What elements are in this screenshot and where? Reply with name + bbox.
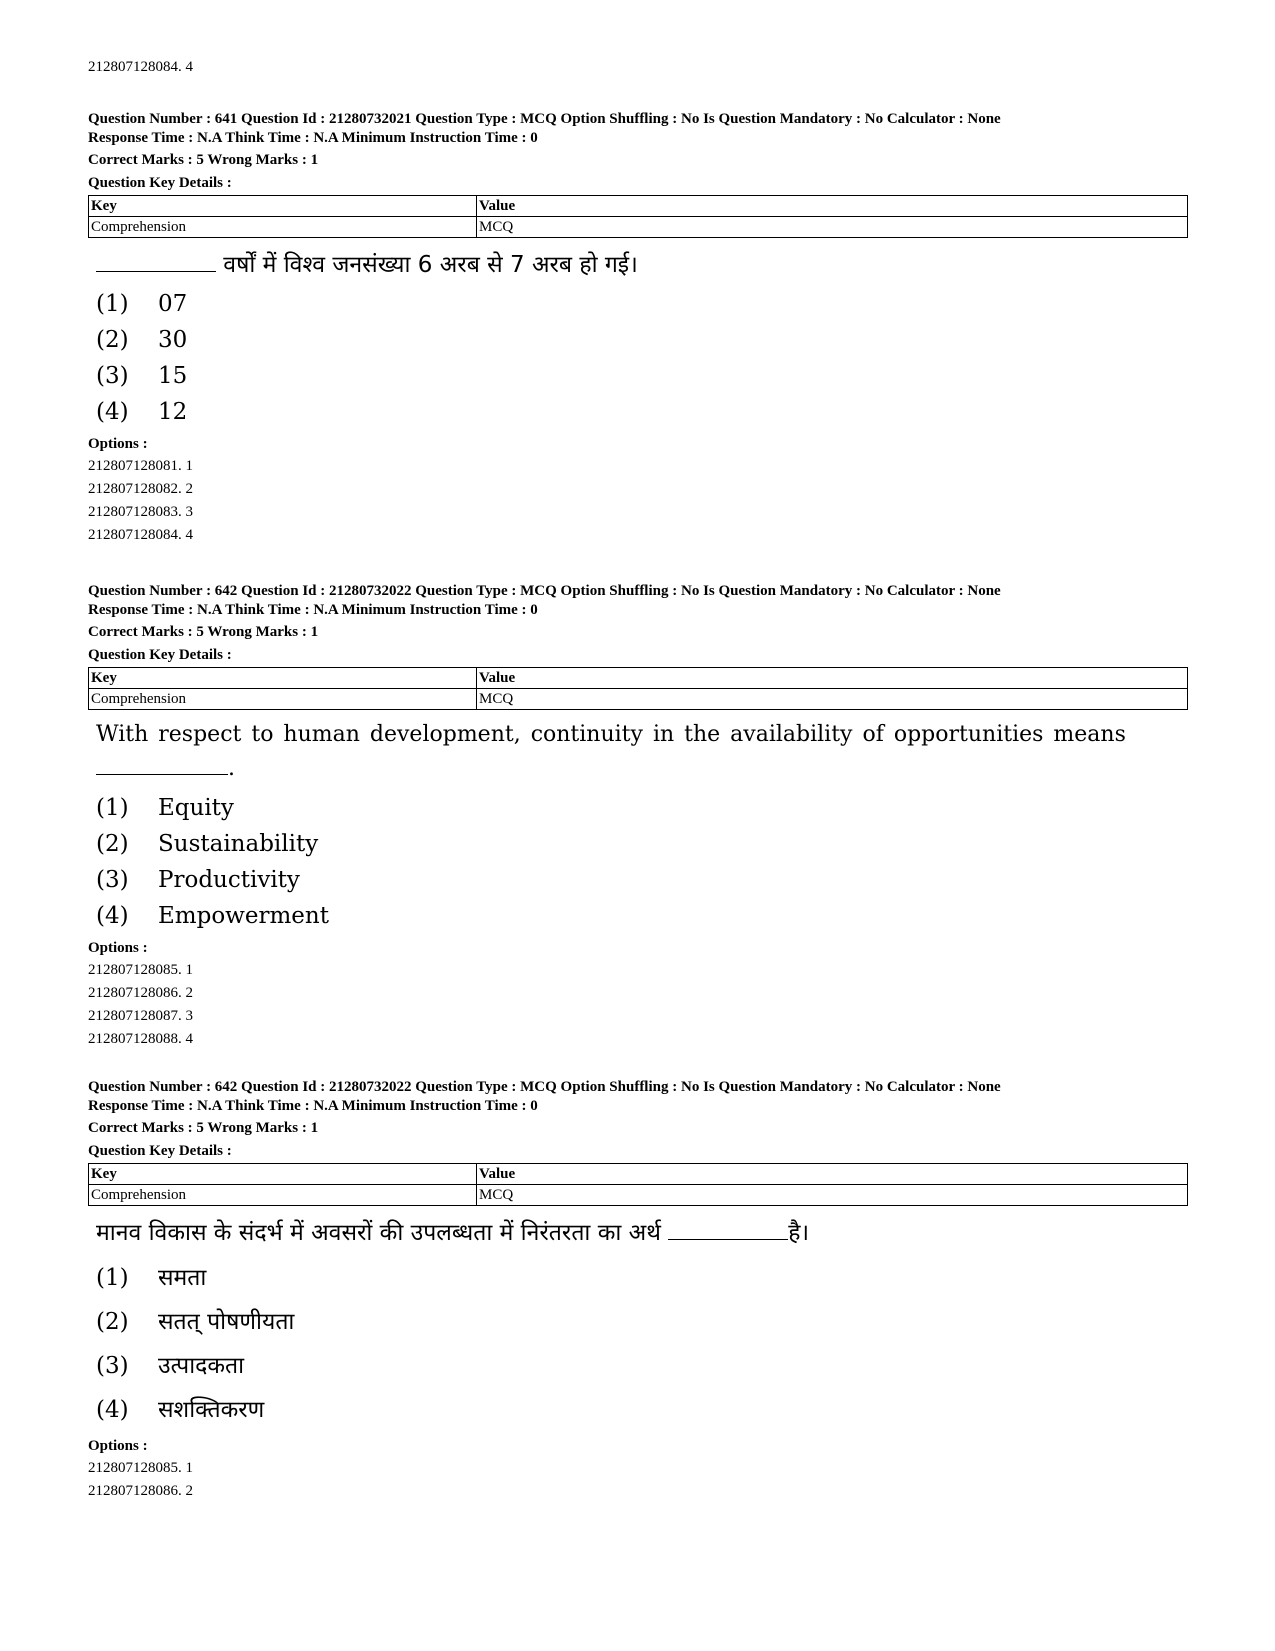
option-text: Empowerment	[158, 903, 329, 929]
question-key-table	[88, 667, 1188, 710]
answer-option	[96, 1388, 1188, 1432]
option-id: 212807128086. 2	[88, 1483, 193, 1499]
option-number: (4)	[96, 399, 129, 425]
question-stem-text: मानव विकास के संदर्भ में अवसरों की उपलब्धता में निरंतरता का अर्थ	[96, 1220, 669, 1246]
question-block-642-hi	[88, 1078, 1188, 1503]
question-marks: Correct Marks : 5 Wrong Marks : 1	[88, 152, 319, 168]
answer-options	[96, 790, 1188, 934]
question-stem-text: वर्षों में विश्व जनसंख्या 6 अरब से 7 अरब हो गई।	[216, 252, 638, 278]
answer-option	[96, 358, 1188, 394]
table-cell-value: MCQ	[477, 689, 1188, 710]
table-header-row	[89, 668, 1188, 689]
table-header-row	[89, 196, 1188, 217]
question-stem	[96, 1216, 1188, 1250]
option-id: 212807128085. 1	[88, 1460, 193, 1476]
option-number: (3)	[96, 867, 129, 893]
header-option-id	[88, 58, 1188, 77]
question-key-details-label: Question Key Details :	[88, 1143, 232, 1159]
table-row	[89, 217, 1188, 238]
table-header-value: Value	[477, 668, 1188, 689]
answer-option	[96, 1344, 1188, 1388]
option-number: (1)	[96, 1265, 129, 1291]
option-id: 212807128085. 1	[88, 962, 193, 978]
answer-option	[96, 790, 1188, 826]
question-marks: Correct Marks : 5 Wrong Marks : 1	[88, 624, 319, 640]
question-key-table	[88, 195, 1188, 238]
question-stem	[96, 248, 1188, 282]
answer-option	[96, 322, 1188, 358]
option-id: 212807128082. 2	[88, 481, 193, 497]
option-id: 212807128081. 1	[88, 458, 193, 474]
answer-blank	[668, 1217, 788, 1240]
option-id: 212807128084. 4	[88, 59, 193, 75]
option-text: सतत् पोषणीयता	[158, 1309, 295, 1335]
question-meta-line1: Question Number : 641 Question Id : 21280732021 Question Type : MCQ Option Shuffling : No Is Question Mandatory : No Calculator : None	[88, 111, 1001, 127]
question-stem-text: With respect to human development, continuity in the availability of opportunities means	[96, 722, 1126, 747]
answer-option	[96, 898, 1188, 934]
option-number: (3)	[96, 1353, 129, 1379]
option-text: Sustainability	[158, 831, 319, 857]
table-row	[89, 1185, 1188, 1206]
question-key-details-label: Question Key Details :	[88, 175, 232, 191]
option-number: (1)	[96, 795, 129, 821]
option-number: (3)	[96, 363, 129, 389]
option-text: उत्पादकता	[158, 1353, 245, 1379]
question-meta-line1: Question Number : 642 Question Id : 21280732022 Question Type : MCQ Option Shuffling : No Is Question Mandatory : No Calculator : None	[88, 583, 1001, 599]
answer-blank	[96, 752, 228, 775]
option-number: (2)	[96, 327, 129, 353]
table-header-value: Value	[477, 196, 1188, 217]
answer-option	[96, 826, 1188, 862]
table-header-key: Key	[89, 196, 477, 217]
question-meta-line2: Response Time : N.A Think Time : N.A Minimum Instruction Time : 0	[88, 602, 538, 618]
option-id: 212807128086. 2	[88, 985, 193, 1001]
option-id: 212807128083. 3	[88, 504, 193, 520]
table-header-row	[89, 1164, 1188, 1185]
stem-end-text: है।	[788, 1220, 810, 1246]
question-key-table	[88, 1163, 1188, 1206]
table-cell-value: MCQ	[477, 1185, 1188, 1206]
table-cell-value: MCQ	[477, 217, 1188, 238]
option-text: Equity	[158, 795, 234, 821]
option-number: (1)	[96, 291, 129, 317]
table-cell-key: Comprehension	[89, 689, 477, 710]
table-cell-key: Comprehension	[89, 217, 477, 238]
option-id: 212807128084. 4	[88, 527, 193, 543]
question-meta-line2: Response Time : N.A Think Time : N.A Minimum Instruction Time : 0	[88, 1098, 538, 1114]
option-text: समता	[158, 1265, 207, 1291]
answer-option	[96, 1256, 1188, 1300]
table-row	[89, 689, 1188, 710]
question-block-642-en	[88, 582, 1188, 1051]
answer-options	[96, 286, 1188, 430]
options-label: Options :	[88, 436, 148, 452]
answer-option	[96, 394, 1188, 430]
table-cell-key: Comprehension	[89, 1185, 477, 1206]
question-block-641	[88, 110, 1188, 547]
option-text: सशक्तिकरण	[158, 1397, 265, 1423]
option-text: 07	[158, 291, 188, 317]
option-number: (4)	[96, 1397, 129, 1423]
option-id: 212807128087. 3	[88, 1008, 193, 1024]
table-header-value: Value	[477, 1164, 1188, 1185]
table-header-key: Key	[89, 1164, 477, 1185]
question-key-details-label: Question Key Details :	[88, 647, 232, 663]
option-text: 30	[158, 327, 188, 353]
question-meta-line1: Question Number : 642 Question Id : 21280732022 Question Type : MCQ Option Shuffling : No Is Question Mandatory : No Calculator : None	[88, 1079, 1001, 1095]
answer-options	[96, 1256, 1188, 1432]
option-number: (2)	[96, 831, 129, 857]
answer-option	[96, 1300, 1188, 1344]
answer-option	[96, 862, 1188, 898]
answer-blank	[96, 249, 216, 272]
question-stem	[96, 718, 1188, 784]
option-text: 15	[158, 363, 188, 389]
question-meta-line2: Response Time : N.A Think Time : N.A Minimum Instruction Time : 0	[88, 130, 538, 146]
option-text: 12	[158, 399, 188, 425]
options-label: Options :	[88, 940, 148, 956]
answer-option	[96, 286, 1188, 322]
option-id: 212807128088. 4	[88, 1031, 193, 1047]
options-label: Options :	[88, 1438, 148, 1454]
stem-end-punctuation: .	[228, 756, 235, 781]
option-text: Productivity	[158, 867, 300, 893]
option-number: (4)	[96, 903, 129, 929]
question-marks: Correct Marks : 5 Wrong Marks : 1	[88, 1120, 319, 1136]
table-header-key: Key	[89, 668, 477, 689]
option-number: (2)	[96, 1309, 129, 1335]
